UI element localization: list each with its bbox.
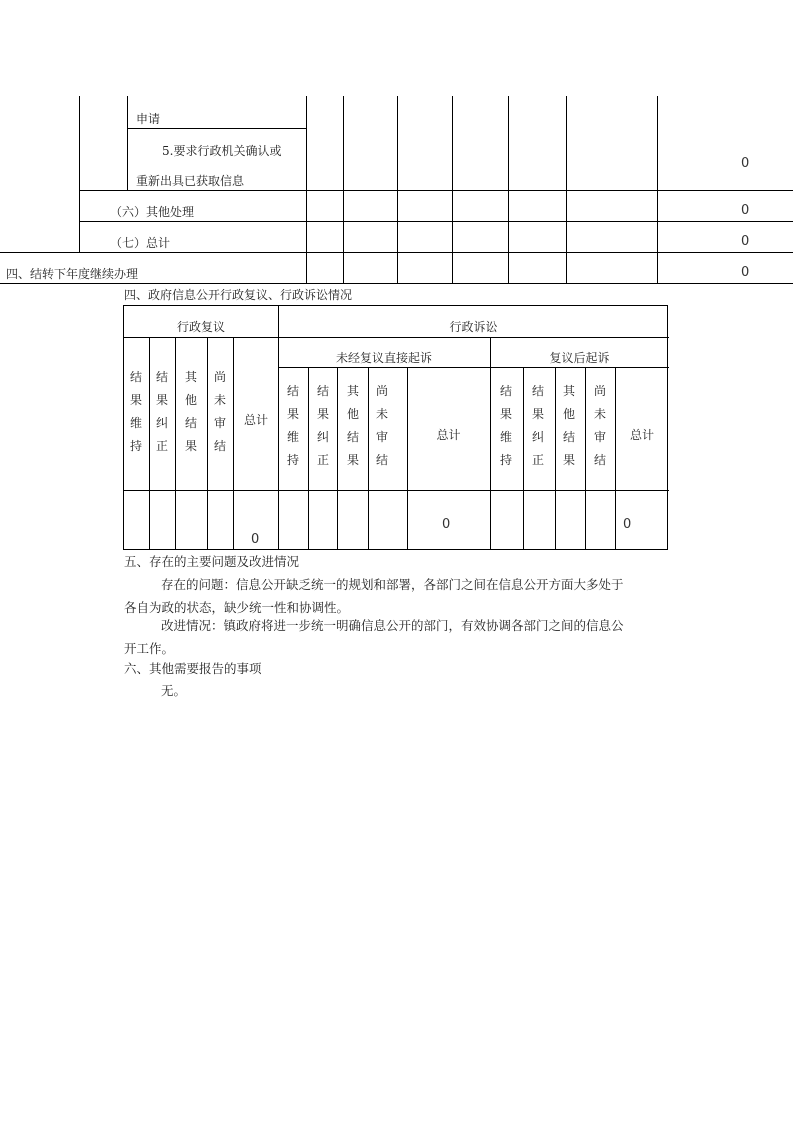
row-confirm-value: 0	[741, 156, 750, 171]
row-total-value: 0	[741, 234, 750, 249]
improve-line1: 改进情况：镇政府将进一步统一明确信息公开的部门，有效协调各部门之间的信息公	[161, 618, 624, 633]
admin-review-header: 行政复议	[176, 320, 225, 334]
row-carryover-label: 四、结转下年度继续办理	[6, 267, 139, 281]
after-review-header: 复议后起诉	[549, 351, 610, 365]
row-other-label: （六）其他处理	[110, 205, 195, 219]
row-total-label: （七）总计	[110, 236, 171, 250]
after-total-value: 0	[623, 517, 632, 532]
admin-col-maintained: 结果维持	[129, 370, 142, 453]
section5-title: 五、存在的主要问题及改进情况	[124, 554, 300, 569]
admin-col-total: 总计	[243, 413, 268, 427]
direct-total-value: 0	[442, 517, 451, 532]
row-confirm-label-line2: 重新出具已获取信息	[136, 174, 245, 188]
direct-col-pending: 尚未审结	[375, 384, 388, 467]
after-col-other: 其他结果	[562, 384, 575, 467]
section6-title: 六、其他需要报告的事项	[124, 661, 262, 676]
direct-col-other: 其他结果	[346, 384, 359, 467]
section6-content: 无。	[161, 683, 187, 698]
row-confirm-label-line1: 5.要求行政机关确认或	[162, 144, 282, 158]
direct-suit-header: 未经复议直接起诉	[335, 351, 432, 365]
after-col-corrected: 结果纠正	[531, 384, 544, 467]
admin-total-value: 0	[251, 532, 260, 547]
direct-col-maintained: 结果维持	[286, 384, 299, 467]
after-col-maintained: 结果维持	[499, 384, 512, 467]
improve-line2: 开工作。	[124, 641, 175, 656]
row-carryover-value: 0	[741, 265, 750, 280]
admin-col-pending: 尚未审结	[213, 370, 226, 453]
admin-col-corrected: 结果纠正	[155, 370, 168, 453]
row-other-value: 0	[741, 203, 750, 218]
direct-col-corrected: 结果纠正	[316, 384, 329, 467]
section4-title: 四、政府信息公开行政复议、行政诉讼情况	[124, 288, 353, 302]
admin-col-other: 其他结果	[184, 370, 197, 453]
problem-line1: 存在的问题：信息公开缺乏统一的规划和部署，各部门之间在信息公开方面大多处于	[161, 577, 624, 592]
after-col-pending: 尚未审结	[593, 384, 606, 467]
litigation-header: 行政诉讼	[449, 320, 498, 334]
direct-col-total: 总计	[436, 428, 461, 442]
row-apply-label: 申请	[136, 112, 161, 126]
after-col-total: 总计	[629, 428, 654, 442]
problem-line2: 各自为政的状态，缺少统一性和协调性。	[124, 600, 350, 615]
